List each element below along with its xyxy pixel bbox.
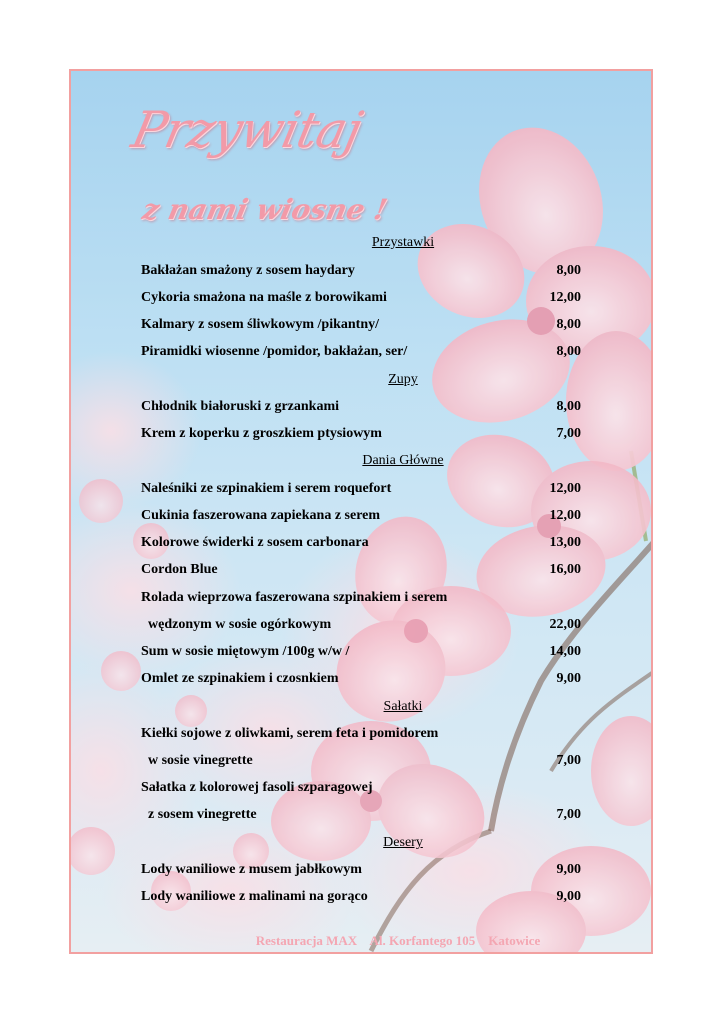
menu-item [141, 862, 581, 884]
section-desery: Desery [383, 835, 423, 850]
item-price: 14,00 [549, 644, 581, 659]
item-name: Piramidki wiosenne /pomidor, bakłażan, ser/ [141, 344, 408, 359]
item-price: 7,00 [556, 426, 581, 441]
menu-item [141, 889, 581, 911]
menu-item [141, 644, 581, 666]
section-przystawki: Przystawki [371, 235, 435, 250]
item-name: Lody waniliowe z musem jabłkowym [141, 862, 362, 877]
menu-item [141, 481, 581, 503]
title-line-1: Przywitaj [126, 101, 367, 159]
item-name: Rolada wieprzowa faszerowana szpinakiem i serem [141, 590, 448, 605]
item-name: Lody waniliowe z malinami na gorąco [141, 889, 368, 904]
menu-item [141, 807, 581, 829]
item-name: Kolorowe świderki z sosem carbonara [141, 535, 369, 550]
item-name: Kiełki sojowe z oliwkami, serem feta i pomidorem [141, 726, 439, 741]
section-salatki: Sałatki [383, 699, 423, 714]
item-price: 8,00 [556, 317, 581, 332]
item-price: 8,00 [556, 263, 581, 278]
item-price: 22,00 [549, 617, 581, 632]
item-price: 12,00 [549, 481, 581, 496]
item-price: 8,00 [556, 399, 581, 414]
menu-item [141, 780, 581, 802]
section-dania-glowne: Dania Główne [362, 453, 444, 468]
item-price: 7,00 [556, 753, 581, 768]
item-name: z sosem vinegrette [141, 807, 257, 822]
item-name: wędzonym w sosie ogórkowym [141, 617, 332, 632]
item-name: w sosie vinegrette [141, 753, 253, 768]
menu-frame [69, 69, 653, 954]
menu-item [141, 535, 581, 557]
item-name: Cykoria smażona na maśle z borowikami [141, 290, 387, 305]
menu-item [141, 508, 581, 530]
item-name: Sum w sosie miętowym /100g w/w / [141, 644, 350, 659]
restaurant-footer: Restauracja MAX Al. Korfantego 105 Katowice [255, 933, 541, 948]
item-price: 16,00 [549, 562, 581, 577]
item-name: Krem z koperku z groszkiem ptysiowym [141, 426, 382, 441]
item-name: Bakłażan smażony z sosem haydary [141, 263, 355, 278]
item-name: Naleśniki ze szpinakiem i serem roquefort [141, 481, 392, 496]
item-price: 12,00 [549, 508, 581, 523]
menu-item [141, 344, 581, 366]
menu-item [141, 753, 581, 775]
item-price: 9,00 [556, 671, 581, 686]
menu-item [141, 317, 581, 339]
item-price: 7,00 [556, 807, 581, 822]
menu-item [141, 399, 581, 421]
item-price: 9,00 [556, 889, 581, 904]
menu-item [141, 617, 581, 639]
section-zupy: Zupy [388, 372, 418, 387]
item-name: Sałatka z kolorowej fasoli szparagowej [141, 780, 373, 795]
item-name: Cordon Blue [141, 562, 218, 577]
menu-item [141, 562, 581, 584]
item-name: Chłodnik białoruski z grzankami [141, 399, 339, 414]
menu-item [141, 590, 581, 612]
menu-item [141, 671, 581, 693]
item-price: 9,00 [556, 862, 581, 877]
item-name: Cukinia faszerowana zapiekana z serem [141, 508, 381, 523]
item-price: 12,00 [549, 290, 581, 305]
item-price: 13,00 [549, 535, 581, 550]
item-price: 8,00 [556, 344, 581, 359]
menu-item [141, 290, 581, 312]
menu-item [141, 426, 581, 448]
menu-item [141, 726, 581, 748]
menu-item [141, 263, 581, 285]
item-name: Omlet ze szpinakiem i czosnkiem [141, 671, 339, 686]
item-name: Kalmary z sosem śliwkowym /pikantny/ [141, 317, 380, 332]
title-line-2: z nami wiosne ! [139, 193, 391, 226]
